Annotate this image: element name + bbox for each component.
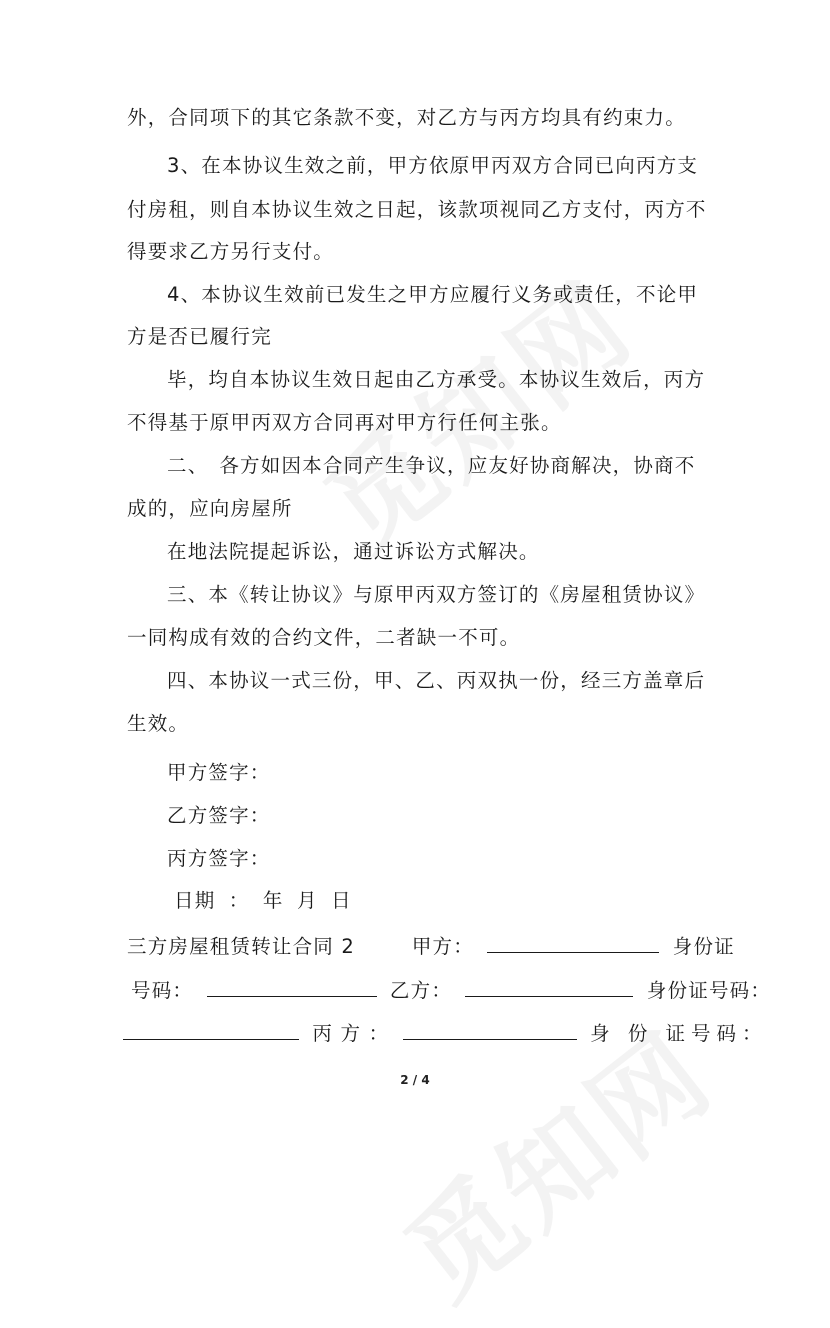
date-line: 日期 ： 年 月 日 [174,889,352,912]
id-label-part2: 号码： [131,979,194,1002]
paragraph-line: 外，合同项下的其它条款不变，对乙方与丙方均具有约束力。 [127,106,686,129]
paragraph-line: 生效。 [127,712,190,735]
party-a-blank[interactable] [487,932,659,953]
paragraph-line: 不得基于原甲丙双方合同再对甲方行任何主张。 [127,411,562,434]
paragraph-line: 得要求乙方另行支付。 [127,240,335,263]
id-label-full: 身份证号码： [646,979,772,1002]
signature-party-a: 甲方签字： [167,761,271,784]
signature-party-c: 丙方签字： [167,847,271,870]
paragraph-line: 方是否已履行完 [127,325,272,348]
id-label-part1: 身份证 [672,935,735,958]
party-a-label: 甲方： [411,935,474,958]
contract2-line-1 [127,932,735,961]
party-b-label: 乙方： [389,979,453,1002]
party-c-label: 丙 方 ： [312,1022,390,1045]
paragraph-line: 一同构成有效的合约文件，二者缺一不可。 [127,626,521,649]
paragraph-line: 三、本《转让协议》与原甲丙双方签订的《房屋租赁协议》 [167,583,706,606]
page-number: 2 / 4 [400,1073,430,1087]
signature-party-b: 乙方签字： [167,804,271,827]
party-a-id-blank[interactable] [207,976,377,997]
paragraph-line: 二、 各方如因本合同产生争议，应友好协商解决，协商不 [167,454,696,477]
paragraph-line: 在地法院提起诉讼，通过诉讼方式解决。 [167,540,540,563]
paragraph-line: 4、本协议生效前已发生之甲方应履行义务或责任，不论甲 [167,283,699,306]
contract2-line-2 [131,976,771,1005]
contract2-title: 三方房屋租赁转让合同 2 [127,935,356,958]
paragraph-line: 成的，应向房屋所 [127,497,293,520]
contract2-line-3 [123,1019,768,1048]
party-b-id-blank[interactable] [123,1019,299,1040]
paragraph-line: 3、在本协议生效之前，甲方依原甲丙双方合同已向丙方支 [167,154,699,177]
party-c-blank[interactable] [403,1019,577,1040]
paragraph-line: 付房租，则自本协议生效之日起，该款项视同乙方支付，丙方不 [127,198,707,221]
paragraph-line: 毕，均自本协议生效日起由乙方承受。本协议生效后，丙方 [167,368,706,391]
paragraph-line: 四、本协议一式三份，甲、乙、丙双执一份，经三方盖章后 [167,669,706,692]
party-b-blank[interactable] [465,976,633,997]
id-label-spaced: 身 份 证号码： [590,1022,768,1045]
